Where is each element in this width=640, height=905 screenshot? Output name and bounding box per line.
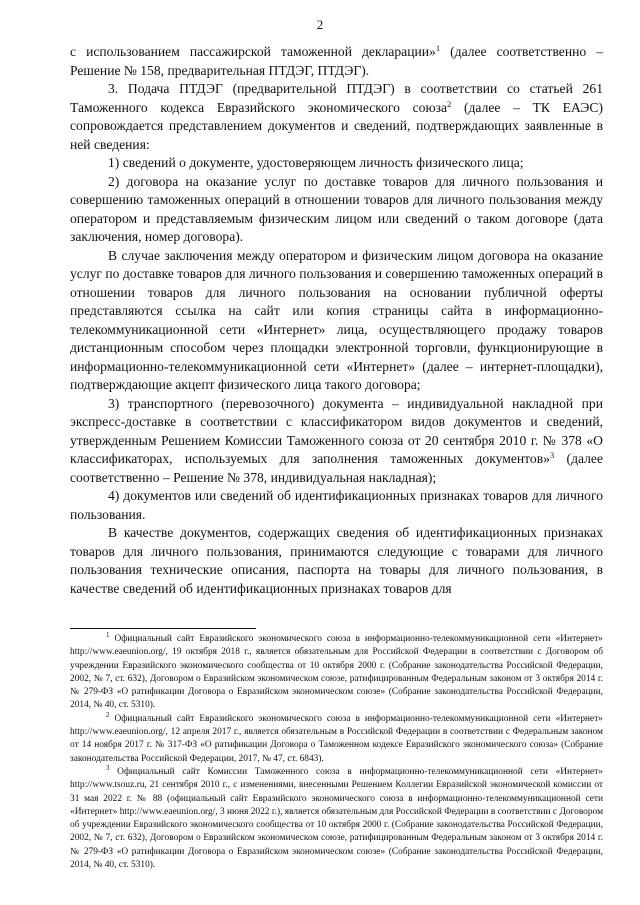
footnote-3: [70, 763, 603, 872]
list-item-4: 4) документов или сведений об идентификационных признаках товаров для личного пользования.: [70, 488, 603, 522]
footnote-ref-1[interactable]: 1: [435, 43, 441, 53]
paragraph-decision-158: [70, 43, 603, 80]
paragraph-identification-documents: В качестве документов, содержащих сведения об идентификационных признаках товаров для личного пользования, принимаются следующие с товарами для личного пользования технические описания, паспорта на товары для личного пользования, в качестве сведений об идентификационных признаках товаров для: [70, 525, 603, 596]
footnote-1: [70, 633, 603, 713]
paragraph-text: (далее соответственно – Решение № 378, индивидуальная накладная);: [70, 451, 603, 485]
list-item-1: 1) сведений о документе, удостоверяющем личность физического лица;: [108, 155, 524, 170]
paragraph-item-3: [70, 80, 603, 154]
paragraph-public-offer: В случае заключения между оператором и физическим лицом договора на оказание услуг по доставке товаров для личного пользования и совершению таможенных операций в отношении товаров для личного пользования на основании публичной оферты представляются ссылка на сайт или копия страницы сайта в информационно-телекоммуникационной сети «Интернет» лица, осуществляющего продажу товаров дистанционным способом через площадки электронной торговли, функционирующие в информационно-телекоммуникационной сети «Интернет» (далее – интернет-площадки), подтверждающие акцепт физического лица такого договора;: [70, 247, 603, 392]
paragraph-text: (далее соответственно – Решение № 158, предварительная ПТДЭГ, ПТДЭГ).: [70, 44, 603, 78]
paragraph-text: с использованием пассажирской таможенной декларации»: [70, 44, 436, 59]
footnote-number: 3: [106, 763, 110, 772]
footnote-text: Официальный сайт Комиссии Таможенного союза в информационно-телекоммуникационной сети «Интернет» http://www.tsouz.ru, 21 сентября 2010 г., с изменениями, внесенными Решением Коллегии Евразийской экономической комиссии от 31 мая 2022 г. № 88 (официальный сайт Евразийского экономического союза в информационно-телекоммуникационной сети «Интернет» http://www.eaeunion.org/, 3 июня 2022 г.), является обязательным для Российской Федерации в соответствии с Договором об учреждении Евразийского экономического сообщества от 10 октября 2000 г. (Собрание законодательства Российской Федерации, 2002, № 7, ст. 632), Договором о Евразийском экономическом союзе, ратифицированным Федеральным законом от 3 октября 2014 г. № 279-ФЗ «О ратификации Договора о Евразийском экономическом союзе» (Собрание законодательства Российской Федерации, 2014, № 40, ст. 5310).: [70, 766, 603, 871]
footnotes: [70, 633, 603, 872]
footnote-text: Официальный сайт Евразийского экономического союза в информационно-телекоммуникационной сети «Интернет» http://www.eaeunion.org/, 12 апреля 2017 г., является обязательным в Российской Федерации в соответствии с Федеральным законом от 14 ноября 2017 г. № 317-ФЗ «О ратификации Договора о Таможенном кодексе Евразийского экономического союза» (Собрание законодательства Российской Федерации, 2017, № 47, ст. 6843).: [70, 713, 603, 764]
footnote-text: Официальный сайт Евразийского экономического союза в информационно-телекоммуникационной сети «Интернет» http://www.eaeunion.org/, 19 октября 2018 г., является обязательным для Российской Федерации в соответствии с Договором об учреждении Евразийского экономического сообщества от 10 октября 2000 г. (Собрание законодательства Российской Федерации, 2002, № 7, ст. 632), Договором о Евразийском экономическом союзе, ратифицированным Федеральным законом от 3 октября 2014 г. № 279-ФЗ «О ратификации Договора о Евразийском экономическом союзе» (Собрание законодательства Российской Федерации, 2014, № 40, ст. 5310).: [70, 634, 603, 711]
footnote-ref-2[interactable]: 2: [447, 98, 452, 109]
main-text: [70, 43, 603, 598]
paragraph-text: 3) транспортного (перевозочного) документа – индивидуальной накладной при экспресс-доставке в соответствии с классификатором видов документов и сведений, утвержденным Решением Комиссии Таможенного союза от 20 сентября 2010 г. № 378 «О классификаторах, используемых для заполнения таможенных документов»: [70, 395, 603, 466]
footnote-ref-3[interactable]: 3: [549, 450, 555, 460]
footnote-number: 2: [106, 710, 110, 719]
list-item-3: [70, 395, 603, 488]
footnote-divider: [70, 628, 256, 629]
footnote-number: 1: [106, 631, 110, 639]
paragraph-text: (далее – ТК ЕАЭС) сопровождается представлением документов и сведений, подтверждающих заявленные в ней сведения:: [70, 99, 603, 152]
footnote-2: [70, 710, 603, 766]
list-item-2: 2) договора на оказание услуг по доставке товаров для личного пользования и совершению таможенных операций в отношении товаров для личного пользования между оператором и представляемым физическим лицом или сведений о таком договоре (дата заключения, номер договора).: [70, 173, 603, 244]
paragraph-text: 3. Подача ПТДЭГ (предварительной ПТДЭГ) в соответствии со статьей 261 Таможенного кодекса Евразийского экономического союза: [70, 81, 603, 115]
page-number: 2: [316, 17, 324, 32]
